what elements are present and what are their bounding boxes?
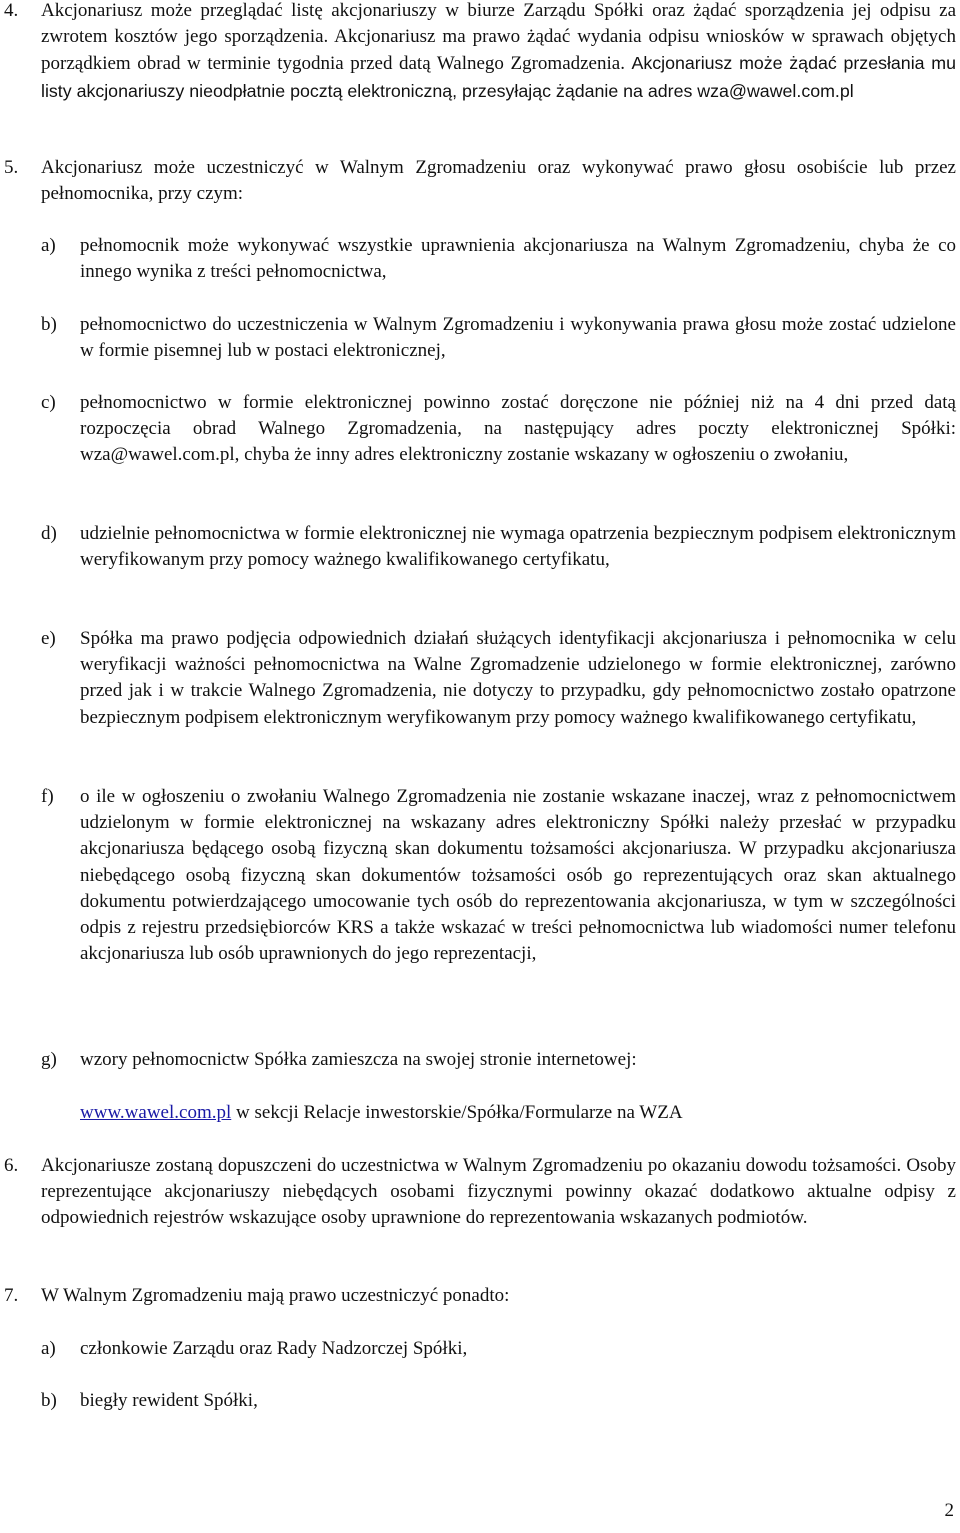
subitem-text: pełnomocnictwo do uczestniczenia w Walnym Zgromadzeniu i wykonywania prawa głosu może zostać udzielone w formie pisemnej lub w postaci elektronicznej, [80,314,956,362]
item-6 [0,1153,956,1232]
item-number: 7. [4,1285,19,1306]
subitem-5e [0,626,956,731]
item-text-email-request: Akcjonariusz może żądać przesłania mu listy akcjonariuszy nieodpłatnie pocztą elektroniczną, przesyłając żądanie na adres wza@wawel.com.pl [41,53,956,101]
item-text: W Walnym Zgromadzeniu mają prawo uczestniczyć ponadto: [41,1285,510,1306]
item-text: Akcjonariusz może uczestniczyć w Walnym Zgromadzeniu oraz wykonywać prawo głosu osobiście lub przez pełnomocnika, przy czym: [41,157,956,205]
subitem-5g-link-line [0,1100,956,1126]
subitem-5c [0,390,956,469]
subitem-text: pełnomocnik może wykonywać wszystkie uprawnienia akcjonariusza na Walnym Zgromadzeniu, chyba że co innego wynika z treści pełnomocnictwa, [80,235,956,283]
subitem-text: wzory pełnomocnictw Spółka zamieszcza na swojej stronie internetowej: [80,1049,637,1070]
subitem-5g [0,1047,956,1073]
subitem-label: e) [41,628,56,649]
subitem-text: członkowie Zarządu oraz Rady Nadzorczej Spółki, [80,1338,468,1359]
subitem-5d [0,521,956,573]
item-4 [0,0,956,105]
subitem-text: pełnomocnictwo w formie elektronicznej powinno zostać doręczone nie później niż na 4 dni przed datą rozpoczęcia obrad Walnego Zgromadzenia, na następujący adres poczty elektronicznej Spółki: wza@wawel.com.pl, chyba że inny adres elektroniczny zostanie wskazany w ogłoszeniu o zwołaniu, [80,392,956,466]
subitem-label: f) [41,786,54,807]
item-text: Akcjonariusz może przeglądać listę akcjonariuszy w biurze Zarządu Spółki oraz żądać sporządzenia jej odpisu za zwrotem kosztów jego sporządzenia. Akcjonariusz ma prawo żądać wydania odpisu wniosków w sprawach objętych porządkiem obrad w terminie tygodnia przed datą Walnego Zgromadzenia. [41,0,956,75]
subitem-label: d) [41,523,57,544]
page-number: 2 [944,1500,954,1521]
subitem-label: b) [41,314,57,335]
subitem-7a [0,1336,956,1362]
item-number: 5. [4,157,19,178]
subitem-text: o ile w ogłoszeniu o zwołaniu Walnego Zgromadzenia nie zostanie wskazane inaczej, wraz z pełnomocnictwem udzielonym w formie elektronicznej na wskazany adres elektroniczny Spółki należy przesłać w przypadku akcjonariusza będącego osobą fizyczną skan dokumentu tożsamości akcjonariusza. W przypadku akcjonariusza niebędącego osobą fizyczną skan dokumentów tożsamości osób go reprezentujących oraz skan aktualnego dokumentu potwierdzającego umocowanie tych osób do reprezentowania akcjonariusza, w tym w szczególności odpis z rejestru przedsiębiorców KRS a także wskazać w treści pełnomocnictwa lub wiadomości numer telefonu akcjonariusza lub osób uprawnionych do jego reprezentacji, [80,786,956,965]
website-link[interactable]: www.wawel.com.pl [80,1102,232,1123]
subitem-7b [0,1388,956,1414]
subitem-label: c) [41,392,56,413]
item-number: 4. [4,0,19,21]
subitem-label: a) [41,1338,56,1359]
subitem-text: udzielnie pełnomocnictwa w formie elektronicznej nie wymaga opatrzenia bezpiecznym podpisem elektronicznym weryfikowanym przy pomocy ważnego kwalifikowanego certyfikatu, [80,523,956,571]
subitem-label: a) [41,235,56,256]
subitem-text: Spółka ma prawo podjęcia odpowiednich działań służących identyfikacji akcjonariusza i pełnomocnika w celu weryfikacji ważności pełnomocnictwa na Walne Zgromadzenie udzielonego w formie elektronicznej, zarówno przed jak i w trakcie Walnego Zgromadzenia, nie dotyczy to przypadku, gdy pełnomocnictwo zostało opatrzone bezpiecznym podpisem elektronicznym weryfikowanym przy pomocy ważnego kwalifikowanego certyfikatu, [80,628,956,728]
subitem-text: biegły rewident Spółki, [80,1390,258,1411]
subitem-label: b) [41,1390,57,1411]
item-7 [0,1283,956,1309]
subitem-5a [0,233,956,285]
item-text: Akcjonariusze zostaną dopuszczeni do uczestnictwa w Walnym Zgromadzeniu po okazaniu dowodu tożsamości. Osoby reprezentujące akcjonariuszy niebędących osobami fizycznymi powinny okazać dodatkowo aktualne odpisy z odpowiednich rejestrów wskazujące osoby uprawnione do reprezentowania wskazanych podmiotów. [41,1155,956,1229]
subitem-label: g) [41,1049,57,1070]
item-number: 6. [4,1155,19,1176]
item-5 [0,155,956,207]
subitem-5f [0,784,956,967]
website-link-suffix: w sekcji Relacje inwestorskie/Spółka/Formularze na WZA [231,1102,683,1123]
subitem-5b [0,312,956,364]
